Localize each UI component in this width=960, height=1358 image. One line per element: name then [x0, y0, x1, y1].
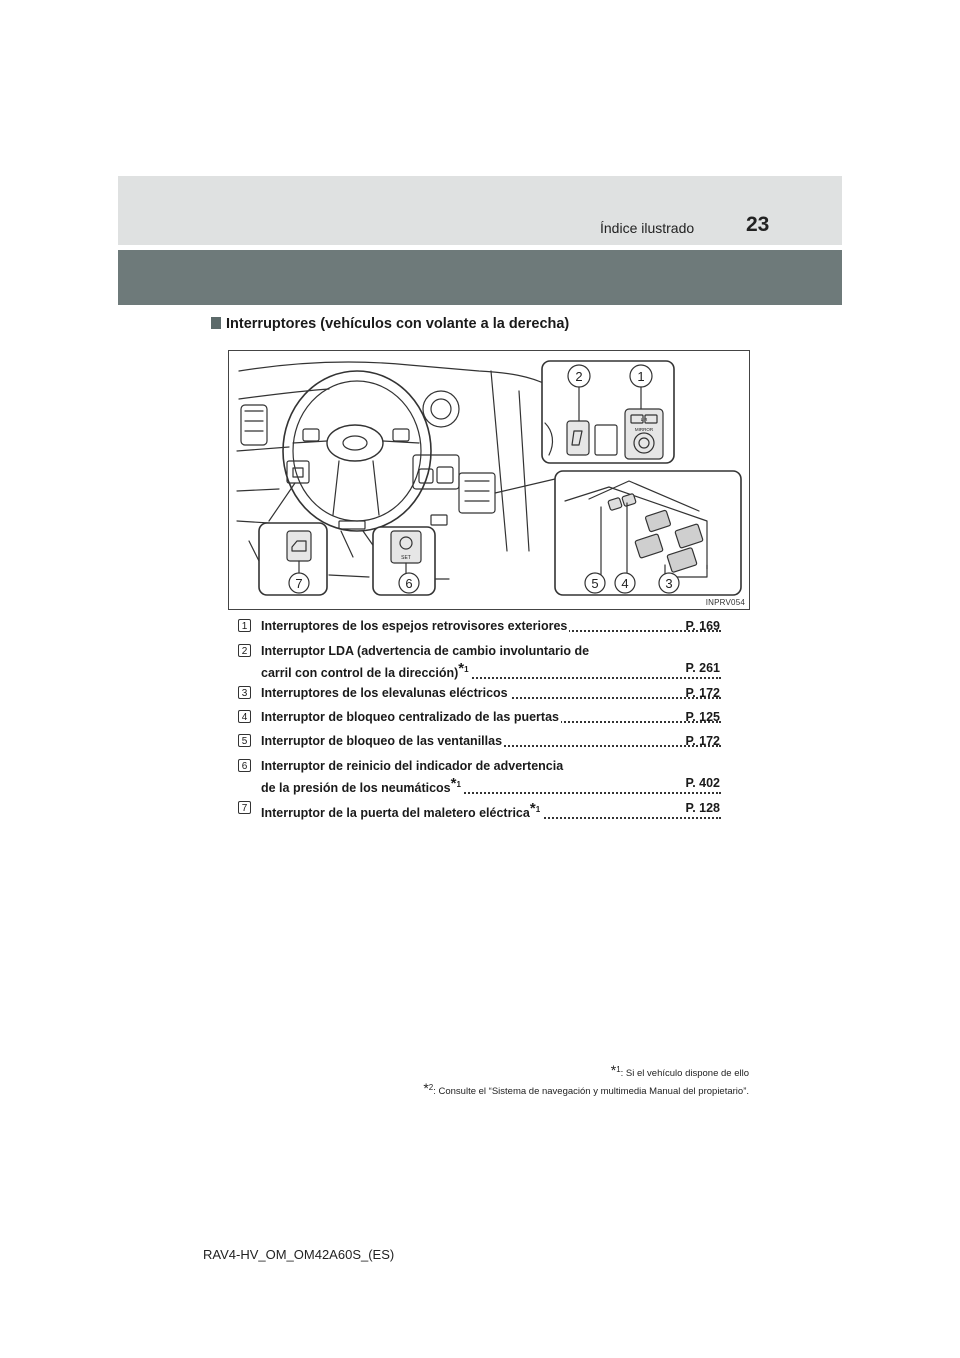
callout-7-circle	[289, 573, 309, 593]
page-ref: P. 169	[685, 619, 720, 633]
callout-3-circle	[659, 573, 679, 593]
door-edge-lines	[491, 371, 529, 551]
item-number-badge: 7	[238, 801, 251, 814]
steering-emblem	[343, 436, 367, 450]
callout-6: 6	[405, 576, 413, 591]
console-switch-b	[437, 467, 453, 483]
callout-2: 2	[575, 369, 583, 384]
gauge-right-inner	[431, 399, 451, 419]
door-switch-lines	[465, 481, 489, 501]
footnote-1: *$^1$: Si el vehículo dispone de ello	[610, 1062, 749, 1079]
callout-3: 3	[665, 576, 673, 591]
item-line: Interruptor de reinicio del indicador de advertencia	[261, 759, 564, 773]
dashboard-side-lines	[237, 447, 289, 523]
callout-2-circle	[568, 365, 590, 387]
steering-hub	[327, 425, 383, 461]
page-ref: P. 402	[685, 776, 720, 790]
list-item	[238, 618, 758, 636]
header-band-light	[118, 176, 842, 245]
mirror-label: MIRROR	[634, 427, 654, 432]
gauge-right	[423, 391, 459, 427]
mirror-lr-label: L R	[640, 417, 648, 422]
callout-7: 7	[295, 576, 303, 591]
square-bullet-icon	[211, 317, 221, 329]
callout-4: 4	[621, 576, 629, 591]
tpws-set-label: SET	[401, 555, 411, 561]
list-item	[238, 800, 758, 820]
header-section-title: Índice ilustrado	[600, 220, 695, 236]
tpws-reset-switch	[391, 531, 421, 563]
item-line: Interruptores de los espejos retrovisores exteriores	[261, 618, 721, 635]
tpws-leader	[341, 531, 377, 557]
header-band-dark	[118, 250, 842, 305]
list-item	[238, 643, 758, 679]
page-number: 23	[746, 213, 770, 236]
item-line: Interruptores de los elevalunas eléctricos	[261, 685, 721, 702]
door-switch-panel	[459, 473, 495, 513]
vent-slats	[245, 411, 263, 431]
steering-spokes	[293, 441, 419, 515]
switches-illustration	[228, 350, 750, 610]
wheel-button-left	[303, 429, 319, 441]
steering-wheel-inner-rim	[293, 381, 421, 521]
lda-switch	[567, 421, 589, 455]
figure-code: INPRV054	[705, 598, 745, 607]
wheel-button-right	[393, 429, 409, 441]
item-number-badge: 4	[238, 710, 251, 723]
steering-wheel-rim	[283, 371, 431, 531]
lower-dash-slot	[339, 521, 365, 529]
item-number-badge: 3	[238, 686, 251, 699]
dashboard-top-line	[239, 362, 559, 391]
page-ref: P. 128	[685, 801, 720, 815]
list-item	[238, 709, 758, 727]
list-item	[238, 685, 758, 703]
callout-6-circle	[399, 573, 419, 593]
page-ref: P. 125	[685, 710, 720, 724]
item-line: Interruptor de bloqueo centralizado de las puertas	[261, 709, 721, 726]
item-number-badge: 1	[238, 619, 251, 632]
callout-4-circle	[615, 573, 635, 593]
callout-1: 1	[637, 369, 645, 384]
list-item	[238, 733, 758, 751]
footer-document-code: RAV4-HV_OM_OM42A60S_(ES)	[203, 1247, 395, 1262]
console-switch-panel	[413, 455, 459, 489]
lower-dash-box	[431, 515, 447, 525]
section-title	[211, 316, 569, 332]
item-number-badge: 6	[238, 759, 251, 772]
page-ref: P. 172	[685, 686, 720, 700]
callout-5-circle	[585, 573, 605, 593]
page-ref: P. 261	[685, 661, 720, 675]
list-item	[238, 758, 758, 794]
page-ref: P. 172	[685, 734, 720, 748]
footnote-2: *$^2$: Consulte el “Sistema de navegación y multimedia Manual del propietario”.	[423, 1080, 749, 1097]
item-line: Interruptor de bloqueo de las ventanillas	[261, 733, 721, 750]
callout-5: 5	[591, 576, 599, 591]
item-line: Interruptor LDA (advertencia de cambio involuntario de	[261, 644, 590, 658]
item-number-badge: 2	[238, 644, 251, 657]
section-title-text: Interruptores (vehículos con volante a la derecha)	[226, 316, 570, 332]
tailgate-switch	[287, 531, 311, 561]
item-line: carril con control de la dirección)*$^1$	[261, 660, 721, 682]
dashboard-drawing	[229, 351, 750, 610]
item-line: Interruptor de la puerta del maletero eléctrica*$^1$	[261, 800, 721, 822]
item-line: de la presión de los neumáticos*$^1$	[261, 775, 721, 797]
item-number-badge: 5	[238, 734, 251, 747]
callout-1-circle	[630, 365, 652, 387]
